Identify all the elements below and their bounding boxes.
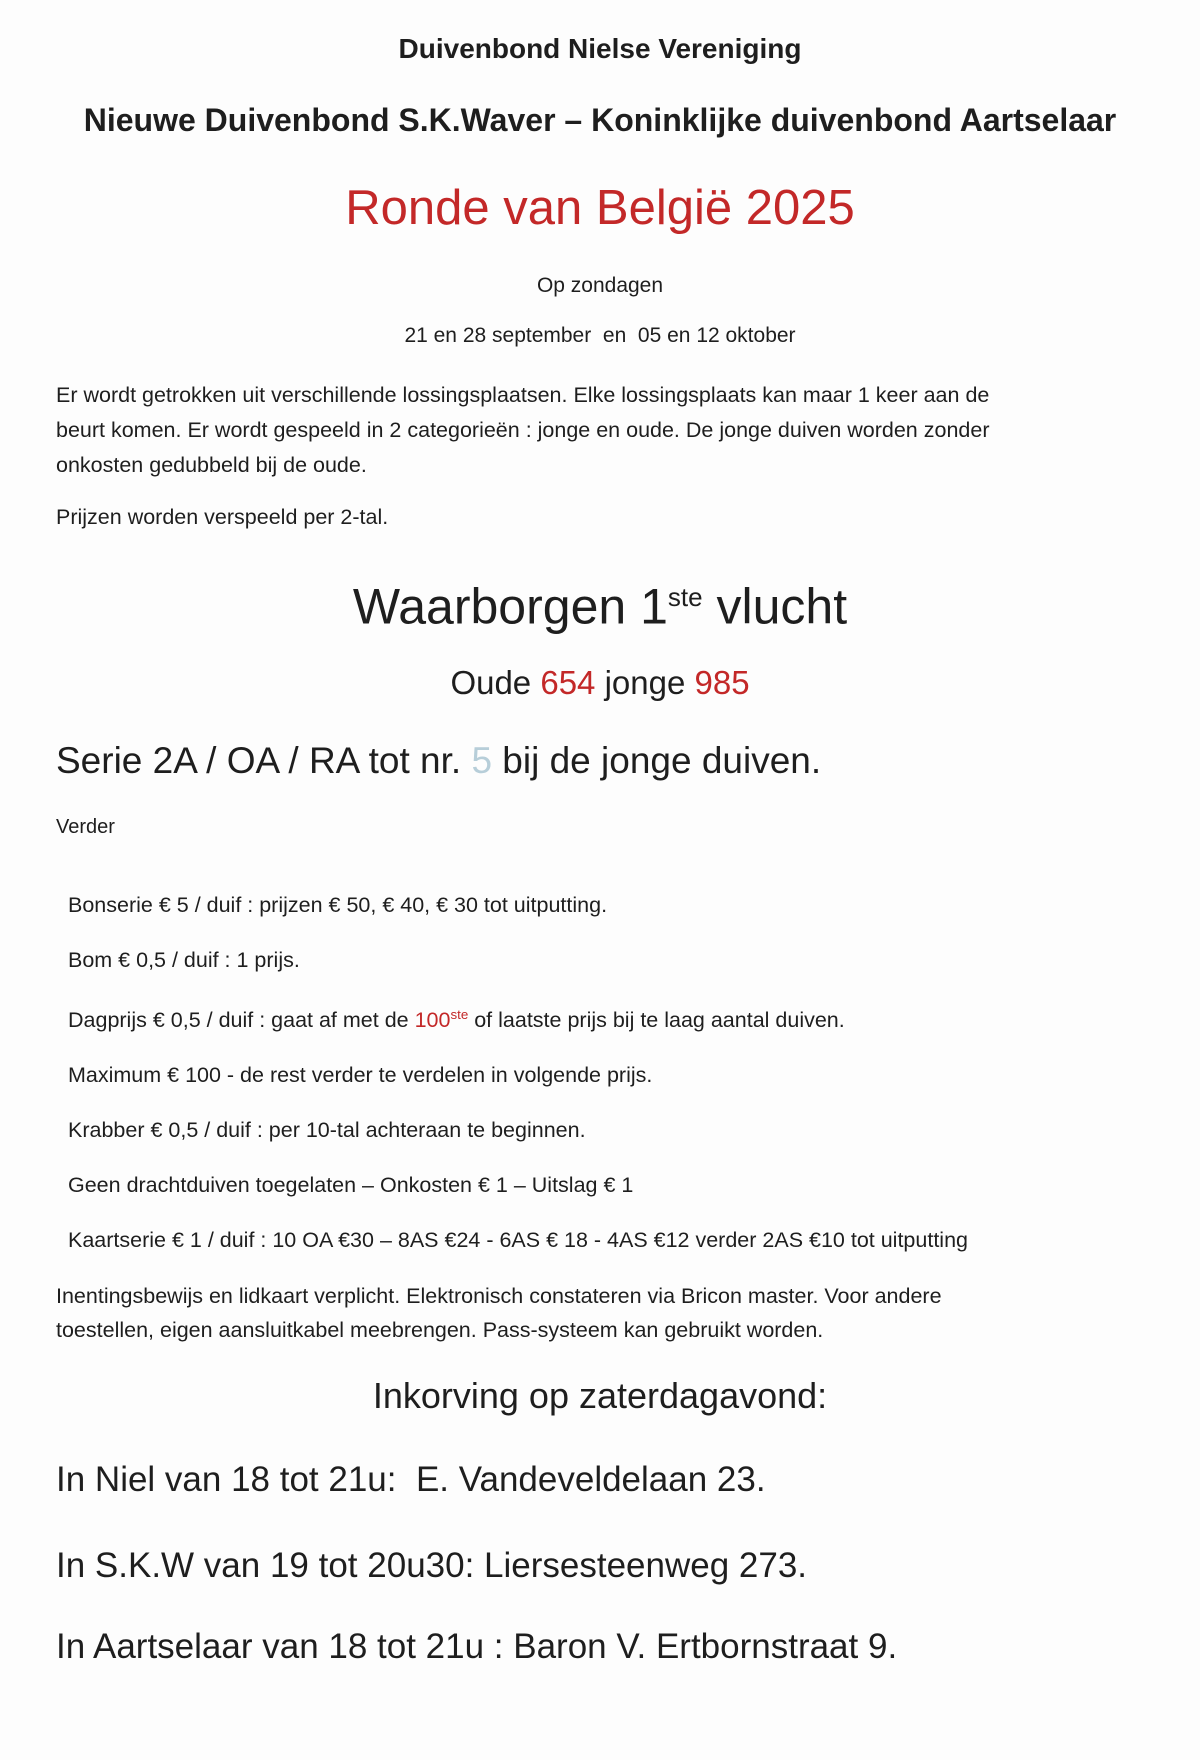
rule-drachtduiven: Geen drachtduiven toegelaten – Onkosten € 1 – Uitslag € 1 bbox=[68, 1172, 634, 1197]
serie-line bbox=[0, 737, 1200, 785]
rule-bom: Bom € 0,5 / duif : 1 prijs. bbox=[68, 947, 300, 972]
rule-kaartserie: Kaartserie € 1 / duif : 10 OA €30 – 8AS €24 - 6AS € 18 - 4AS €12 verder 2AS €10 tot uitputting bbox=[68, 1227, 968, 1252]
rule-dagprijs-suffix: of laatste prijs bij te laag aantal duiven. bbox=[468, 1007, 845, 1032]
rule-dagprijs-prefix: Dagprijs € 0,5 / duif : gaat af met de bbox=[68, 1007, 415, 1032]
rule-dagprijs bbox=[68, 1000, 1200, 1035]
basketing-line-skw: In S.K.W van 19 tot 20u30: Liersesteenweg 273. bbox=[56, 1545, 808, 1585]
intro-paragraph bbox=[0, 378, 1200, 483]
rule-dagprijs-number: 100 bbox=[414, 1007, 451, 1032]
schedule-dates: 21 en 28 september en 05 en 12 oktober bbox=[404, 324, 796, 347]
note-line-2: toestellen, eigen aansluitkabel meebrengen. Pass-systeem kan gebruikt worden. bbox=[56, 1317, 824, 1342]
guarantees-heading-suffix: vlucht bbox=[702, 578, 848, 635]
intro-line-2: beurt komen. Er wordt gespeeld in 2 categorieën : jonge en oude. De jonge duiven worden zonder bbox=[56, 418, 990, 442]
jonge-label: jonge bbox=[595, 663, 695, 701]
rule-dagprijs-ordinal: ste bbox=[450, 1006, 469, 1022]
oude-count: 654 bbox=[540, 663, 596, 701]
rule-krabber: Krabber € 0,5 / duif : per 10-tal achteraan te beginnen. bbox=[68, 1117, 586, 1142]
jonge-count: 985 bbox=[694, 663, 750, 701]
note-paragraph bbox=[0, 1279, 1200, 1347]
guarantees-heading bbox=[0, 567, 1200, 637]
basketing-heading: Inkorving op zaterdagavond: bbox=[372, 1374, 828, 1416]
club-name-primary: Duivenbond Nielse Vereniging bbox=[398, 33, 802, 64]
rule-dagprijs-highlight bbox=[415, 1008, 469, 1032]
basketing-line-niel: In Niel van 18 tot 21u: E. Vandeveldelaan 23. bbox=[56, 1459, 766, 1499]
note-line-1: Inentingsbewijs en lidkaart verplicht. Elektronisch constateren via Bricon master. Voor andere bbox=[56, 1283, 942, 1308]
guarantees-heading-prefix: Waarborgen 1 bbox=[352, 578, 668, 635]
prizes-note: Prijzen worden verspeeld per 2-tal. bbox=[56, 505, 389, 529]
rule-bonserie: Bonserie € 5 / duif : prijzen € 50, € 40, € 30 tot uitputting. bbox=[68, 892, 608, 917]
rule-maximum: Maximum € 100 - de rest verder te verdelen in volgende prijs. bbox=[68, 1062, 653, 1087]
event-title: Ronde van België 2025 bbox=[345, 181, 855, 235]
guarantees-heading-ordinal: ste bbox=[667, 582, 703, 612]
serie-suffix: bij de jonge duiven. bbox=[492, 739, 822, 781]
club-name-secondary: Nieuwe Duivenbond S.K.Waver – Koninklijke duivenbond Aartselaar bbox=[83, 102, 1117, 138]
serie-number-highlight: 5 bbox=[471, 739, 493, 781]
verder-label: Verder bbox=[56, 815, 115, 838]
rules-list bbox=[0, 890, 1200, 1255]
guarantee-counts bbox=[0, 662, 1200, 704]
intro-line-3: onkosten gedubbeld bij de oude. bbox=[56, 453, 367, 477]
serie-prefix: Serie 2A / OA / RA tot nr. bbox=[56, 739, 472, 781]
oude-label: Oude bbox=[450, 663, 541, 701]
intro-line-1: Er wordt getrokken uit verschillende lossingsplaatsen. Elke lossingsplaats kan maar 1 keer aan de bbox=[56, 383, 990, 407]
schedule-day: Op zondagen bbox=[536, 274, 664, 297]
basketing-line-aartselaar: In Aartselaar van 18 tot 21u : Baron V. Ertbornstraat 9. bbox=[56, 1626, 898, 1666]
